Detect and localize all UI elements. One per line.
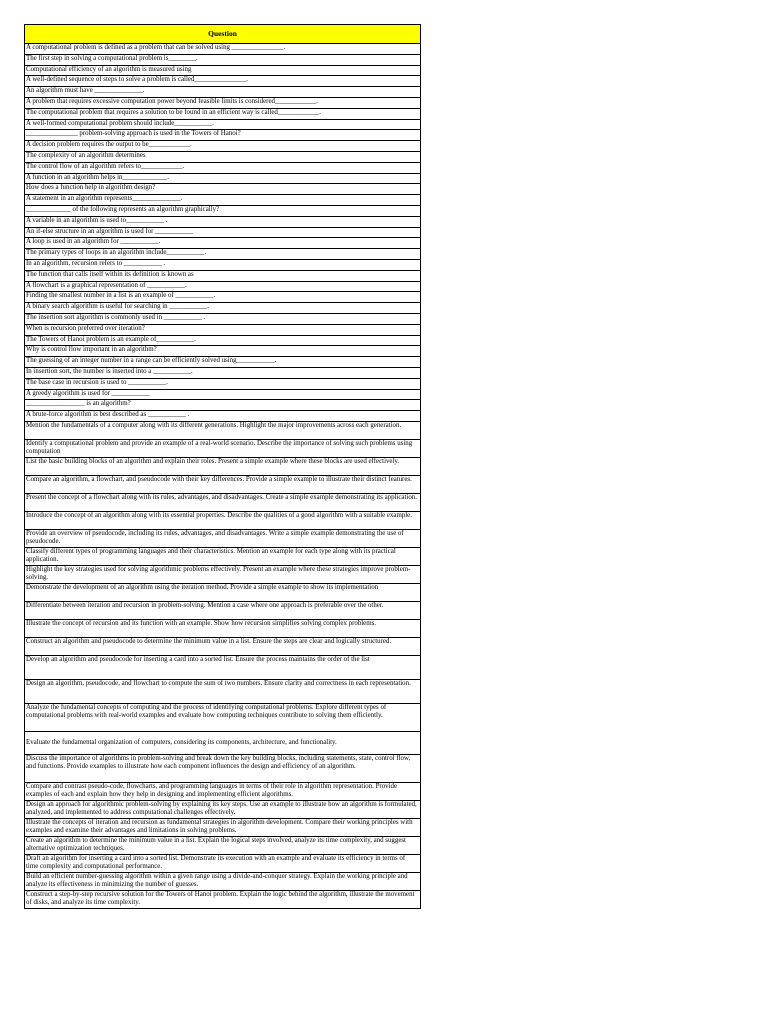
question-cell: The control flow of an algorithm refers to____________. bbox=[25, 162, 421, 173]
table-row bbox=[25, 119, 421, 130]
table-row bbox=[25, 378, 421, 389]
header-question: Question bbox=[25, 25, 421, 44]
question-cell: The complexity of an algorithm determines bbox=[25, 151, 421, 162]
table-row bbox=[25, 836, 421, 854]
table-row bbox=[25, 87, 421, 98]
question-cell: Provide an overview of pseudocode, including its rules, advantages, and disadvantages. Write a simple example demonstrating the use of pseudocode. bbox=[25, 529, 421, 547]
question-cell: In an algorithm, recursion refers to ___________ . bbox=[25, 259, 421, 270]
question-cell: List the basic building blocks of an algorithm and explain their roles. Present a simple example where these blocks are used effectively. bbox=[25, 457, 421, 475]
question-cell: A flowchart is a graphical representation of ___________. bbox=[25, 281, 421, 292]
question-cell: Design an algorithm, pseudocode, and flowchart to compute the sum of two numbers. Ensure clarity and correctness in each representation. bbox=[25, 679, 421, 703]
table-row bbox=[25, 270, 421, 281]
question-cell: The Towers of Hanoi problem is an example of___________. bbox=[25, 335, 421, 346]
question-cell: A variable in an algorithm is used to___________ . bbox=[25, 216, 421, 227]
question-table bbox=[24, 24, 421, 909]
table-row bbox=[25, 389, 421, 400]
table-row bbox=[25, 400, 421, 411]
table-row bbox=[25, 162, 421, 173]
question-cell: Build an efficient number-guessing algorithm within a given range using a divide-and-conquer strategy. Explain the working principle and analyze its effectiveness in minimizing the number of guesses. bbox=[25, 872, 421, 890]
question-cell: A brute-force algorithm is best described as ___________ . bbox=[25, 411, 421, 422]
table-row bbox=[25, 703, 421, 731]
question-cell: The guessing of an integer number in a range can be efficiently solved using___________. bbox=[25, 357, 421, 368]
table-row bbox=[25, 493, 421, 511]
table-row bbox=[25, 76, 421, 87]
table-row bbox=[25, 357, 421, 368]
question-cell: In insertion sort, the number is inserted into a ___________. bbox=[25, 367, 421, 378]
table-row bbox=[25, 367, 421, 378]
table-row bbox=[25, 195, 421, 206]
table-row bbox=[25, 130, 421, 141]
table-row bbox=[25, 872, 421, 890]
question-cell: A problem that requires excessive computation power beyond feasible limits is considered____________. bbox=[25, 97, 421, 108]
question-cell: The function that calls itself within its definition is known as bbox=[25, 270, 421, 281]
question-cell: An algorithm must have ______________. bbox=[25, 87, 421, 98]
question-cell: The base case in recursion is used to ___________. bbox=[25, 378, 421, 389]
question-cell: The insertion sort algorithm is commonly used in ___________ . bbox=[25, 313, 421, 324]
question-cell: Design an approach for algorithmic problem-solving by explaining its key steps. Use an example to illustrate how an algorithm is formulated, analyzed, and implemented to address computational challenges effectively. bbox=[25, 800, 421, 818]
table-row bbox=[25, 637, 421, 655]
question-cell: A well-formed computational problem should include___________. bbox=[25, 119, 421, 130]
question-cell: Identify a computational problem and provide an example of a real-world scenario. Describe the importance of solving such problems using computation bbox=[25, 439, 421, 457]
table-row bbox=[25, 346, 421, 357]
question-cell: Present the concept of a flowchart along with its rules, advantages, and disadvantages. Create a simple example demonstrating its application. bbox=[25, 493, 421, 511]
question-cell: Analyze the fundamental concepts of computing and the process of identifying computational problems. Explore different types of computational problems with real-world examples and evaluate how computing techniques contribute to solving them efficiently. bbox=[25, 703, 421, 731]
question-cell: Draft an algorithm for inserting a card into a sorted list. Demonstrate its execution with an example and evaluate its efficiency in terms of time complexity and computational performance. bbox=[25, 854, 421, 872]
table-row bbox=[25, 227, 421, 238]
question-cell: Develop an algorithm and pseudocode for inserting a card into a sorted list. Ensure the process maintains the order of the list bbox=[25, 655, 421, 679]
table-row bbox=[25, 292, 421, 303]
table-row bbox=[25, 754, 421, 782]
question-cell: Construct a step-by-step recursive solution for the Towers of Hanoi problem. Explain the logic behind the algorithm, illustrate the movement of disks, and analyze its time complexity. bbox=[25, 890, 421, 908]
question-cell: The computational problem that requires a solution to be found in an efficient way is called____________. bbox=[25, 108, 421, 119]
question-cell: A loop is used in an algorithm for ___________. bbox=[25, 238, 421, 249]
question-cell: When is recursion preferred over iteration? bbox=[25, 324, 421, 335]
table-row bbox=[25, 731, 421, 754]
table-row bbox=[25, 679, 421, 703]
table-row bbox=[25, 108, 421, 119]
question-cell: Construct an algorithm and pseudocode to determine the minimum value in a list. Ensure the steps are clear and logically structured. bbox=[25, 637, 421, 655]
table-row bbox=[25, 782, 421, 800]
table-row bbox=[25, 583, 421, 601]
question-cell: Why is control flow important in an algorithm? bbox=[25, 346, 421, 357]
question-cell: An if-else structure in an algorithm is used for ___________ bbox=[25, 227, 421, 238]
question-cell: Compare an algorithm, a flowchart, and pseudocode with their key differences. Provide a simple example to illustrate their distinct features. bbox=[25, 475, 421, 493]
question-cell: A well-defined sequence of steps to solve a problem is called_______________. bbox=[25, 76, 421, 87]
table-row bbox=[25, 335, 421, 346]
table-row bbox=[25, 249, 421, 260]
question-cell: A computational problem is defined as a problem that can be solved using _______________. bbox=[25, 44, 421, 55]
table-row bbox=[25, 303, 421, 314]
question-cell: Discuss the importance of algorithms in problem-solving and break down the key building blocks, including statements, state, control flow, and functions. Provide examples to illustrate how each component influences the design and efficiency of an algorithm. bbox=[25, 754, 421, 782]
question-cell: Create an algorithm to determine the minimum value in a list. Explain the logical steps involved, analyze its time complexity, and suggest alternative optimization techniques. bbox=[25, 836, 421, 854]
table-row bbox=[25, 547, 421, 565]
table-row bbox=[25, 281, 421, 292]
question-cell: _____________ of the following represents an algorithm graphically? bbox=[25, 205, 421, 216]
table-row bbox=[25, 216, 421, 227]
question-cell: Mention the fundamentals of a computer along with its different generations. Highlight the major improvements across each generation. bbox=[25, 421, 421, 439]
question-cell: Illustrate the concepts of iteration and recursion as fundamental strategies in algorithm development. Compare their working principles with examples and examine their advantages and limitations in solving problems. bbox=[25, 818, 421, 836]
question-cell: _________________ is an algorithm? bbox=[25, 400, 421, 411]
question-cell: Demonstrate the development of an algorithm using the iteration method. Provide a simple example to show its implementation bbox=[25, 583, 421, 601]
question-cell: Classify different types of programming languages and their characteristics. Mention an example for each type along with its practical application. bbox=[25, 547, 421, 565]
question-cell: Illustrate the concept of recursion and its function with an example. Show how recursion simplifies solving complex problems. bbox=[25, 619, 421, 637]
table-row bbox=[25, 565, 421, 583]
table-row bbox=[25, 238, 421, 249]
table-row bbox=[25, 44, 421, 55]
table-row bbox=[25, 529, 421, 547]
question-cell: A function in an algorithm helps in_____________. bbox=[25, 173, 421, 184]
table-row bbox=[25, 457, 421, 475]
question-cell: Compare and contrast pseudo-code, flowcharts, and programming languages in terms of their role in algorithm representation. Provide examples of each and explain how they help in designing and implementing efficient algorithms. bbox=[25, 782, 421, 800]
question-cell: Highlight the key strategies used for solving algorithmic problems effectively. Present an example where these strategies improve problem-solving. bbox=[25, 565, 421, 583]
question-cell: A decision problem requires the output to be____________. bbox=[25, 141, 421, 152]
table-row bbox=[25, 411, 421, 422]
table-row bbox=[25, 97, 421, 108]
question-cell: Differentiate between iteration and recursion in problem-solving. Mention a case where one approach is preferable over the other. bbox=[25, 601, 421, 619]
table-row bbox=[25, 854, 421, 872]
question-cell: _______________ problem-solving approach is used in the Towers of Hanoi? bbox=[25, 130, 421, 141]
question-cell: The first step in solving a computational problem is________. bbox=[25, 54, 421, 65]
question-cell: Introduce the concept of an algorithm along with its essential properties. Describe the qualities of a good algorithm with a suitable example. bbox=[25, 511, 421, 529]
question-cell: A greedy algorithm is used for ___________ bbox=[25, 389, 421, 400]
table-row bbox=[25, 655, 421, 679]
question-cell: Evaluate the fundamental organization of computers, considering its components, architecture, and functionality. bbox=[25, 731, 421, 754]
table-row bbox=[25, 184, 421, 195]
table-row bbox=[25, 619, 421, 637]
question-list bbox=[25, 44, 421, 909]
table-row bbox=[25, 65, 421, 76]
table-row bbox=[25, 173, 421, 184]
table-row bbox=[25, 324, 421, 335]
table-row bbox=[25, 511, 421, 529]
table-row bbox=[25, 54, 421, 65]
table-row bbox=[25, 141, 421, 152]
question-cell: A statement in an algorithm represents______________. bbox=[25, 195, 421, 206]
question-cell: The primary types of loops in an algorithm include___________. bbox=[25, 249, 421, 260]
question-cell: Computational efficiency of an algorithm is measured using bbox=[25, 65, 421, 76]
table-row bbox=[25, 601, 421, 619]
table-row bbox=[25, 259, 421, 270]
question-cell: Finding the smallest number in a list is an example of ___________. bbox=[25, 292, 421, 303]
question-cell: A binary search algorithm is useful for searching in ___________. bbox=[25, 303, 421, 314]
table-row bbox=[25, 818, 421, 836]
table-row bbox=[25, 890, 421, 908]
question-cell: How does a function help in algorithm design? bbox=[25, 184, 421, 195]
table-row bbox=[25, 421, 421, 439]
table-row bbox=[25, 800, 421, 818]
table-row bbox=[25, 475, 421, 493]
table-row bbox=[25, 313, 421, 324]
table-row bbox=[25, 151, 421, 162]
table-row bbox=[25, 439, 421, 457]
table-row bbox=[25, 205, 421, 216]
